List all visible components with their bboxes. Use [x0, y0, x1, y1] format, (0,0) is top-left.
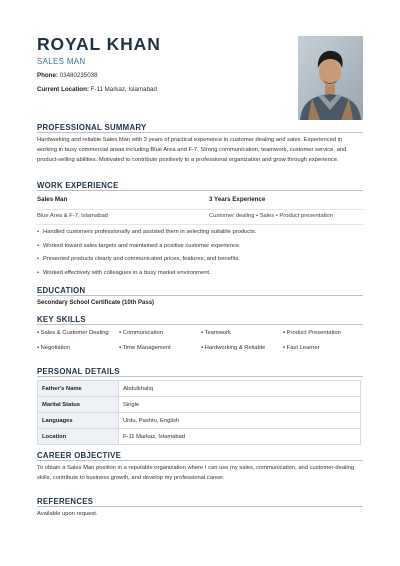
references-text: Available upon request. — [37, 511, 98, 517]
location-value: F-11 Markaz, Islamabad — [90, 86, 157, 93]
objective-divider — [37, 460, 363, 461]
table-row — [38, 429, 361, 445]
skill-item: ▪ Hardworking & Reliable — [201, 345, 266, 351]
list-item: • Handled customers professionally and assisted them in selecting suitable products. — [37, 229, 257, 235]
summary-divider — [37, 132, 363, 133]
profile-photo-image — [298, 36, 363, 120]
skill-item: ▪ Teamwork — [201, 330, 231, 336]
experience-heading: WORK EXPERIENCE — [37, 181, 119, 190]
detail-label: Languages — [38, 413, 119, 429]
job-duration: 3 Years Experience — [209, 196, 266, 203]
candidate-role: SALES MAN — [37, 57, 86, 66]
list-item: • Worked toward sales targets and maintained a positive customer experience. — [37, 242, 241, 249]
skill-item: ▪ Fast Learner — [283, 345, 320, 351]
skill-item: ▪ Product Presentation — [283, 330, 341, 336]
personal-divider — [37, 376, 363, 377]
detail-label: Marital Status — [38, 397, 119, 413]
list-item: • Worked effectively with colleagues in a busy market environment. — [37, 269, 211, 276]
summary-text: Hardworking and reliable Sales Man with 3 years of practical experience in customer dealing and sales. Experienced in working in busy commercial areas including Blue Area and F-7. Strong communication, teamwork, customer service, and product-selling abilities. Motivated to contribute positively to a professional organization and grow through experience. — [37, 137, 347, 164]
education-heading: EDUCATION — [37, 286, 86, 295]
detail-value: Abdulkhaliq — [119, 381, 361, 397]
phone-label: Phone: — [37, 72, 58, 79]
detail-label: Location — [38, 429, 119, 445]
skill-item: ▪ Sales & Customer Dealing — [37, 330, 109, 336]
phone-line — [37, 72, 98, 79]
job-title: Sales Man — [37, 196, 68, 203]
experience-bullet-list — [37, 228, 363, 282]
education-divider — [37, 295, 363, 296]
table-row — [38, 413, 361, 429]
references-heading: REFERENCES — [37, 497, 94, 506]
profile-photo — [298, 36, 363, 120]
summary-heading: PROFESSIONAL SUMMARY — [37, 123, 147, 132]
skills-grid — [37, 329, 367, 352]
detail-value: Single — [119, 397, 361, 413]
references-divider — [37, 506, 363, 507]
objective-heading: CAREER OBJECTIVE — [37, 451, 122, 460]
personal-details-table — [37, 380, 361, 445]
detail-label: Father's Name — [38, 381, 119, 397]
job-detail-row — [37, 209, 363, 225]
location-line — [37, 86, 157, 93]
education-degree: Secondary School Certificate (10th Pass) — [37, 300, 155, 306]
detail-value: F-11 Markaz, Islamabad — [119, 429, 361, 445]
job-header-row — [37, 193, 363, 207]
experience-divider — [37, 190, 363, 191]
skill-item: ▪ Communication — [119, 330, 163, 336]
job-location: Blue Area & F-7, Islamabad — [37, 213, 108, 219]
personal-heading: PERSONAL DETAILS — [37, 367, 120, 376]
candidate-name: ROYAL KHAN — [37, 34, 161, 54]
skill-item: ▪ Time Management — [119, 345, 171, 351]
detail-value: Urdu, Pashto, English — [119, 413, 361, 429]
skill-item: ▪ Negotiation — [37, 345, 70, 351]
job-tags: Customer dealing • Sales • Product presentation — [209, 213, 333, 219]
phone-value: 03480235038 — [59, 72, 98, 79]
objective-text: To obtain a Sales Man position in a reputable organization where I can use my sales, communication, and customer-dealing skills, contribute to business growth, and develop my professional career. — [37, 465, 355, 482]
table-row — [38, 381, 361, 397]
list-item: • Presented products clearly and communicated prices, features, and benefits. — [37, 256, 240, 262]
skills-divider — [37, 324, 363, 325]
location-label: Current Location: — [37, 86, 89, 93]
table-row — [38, 397, 361, 413]
skills-heading: KEY SKILLS — [37, 315, 86, 324]
